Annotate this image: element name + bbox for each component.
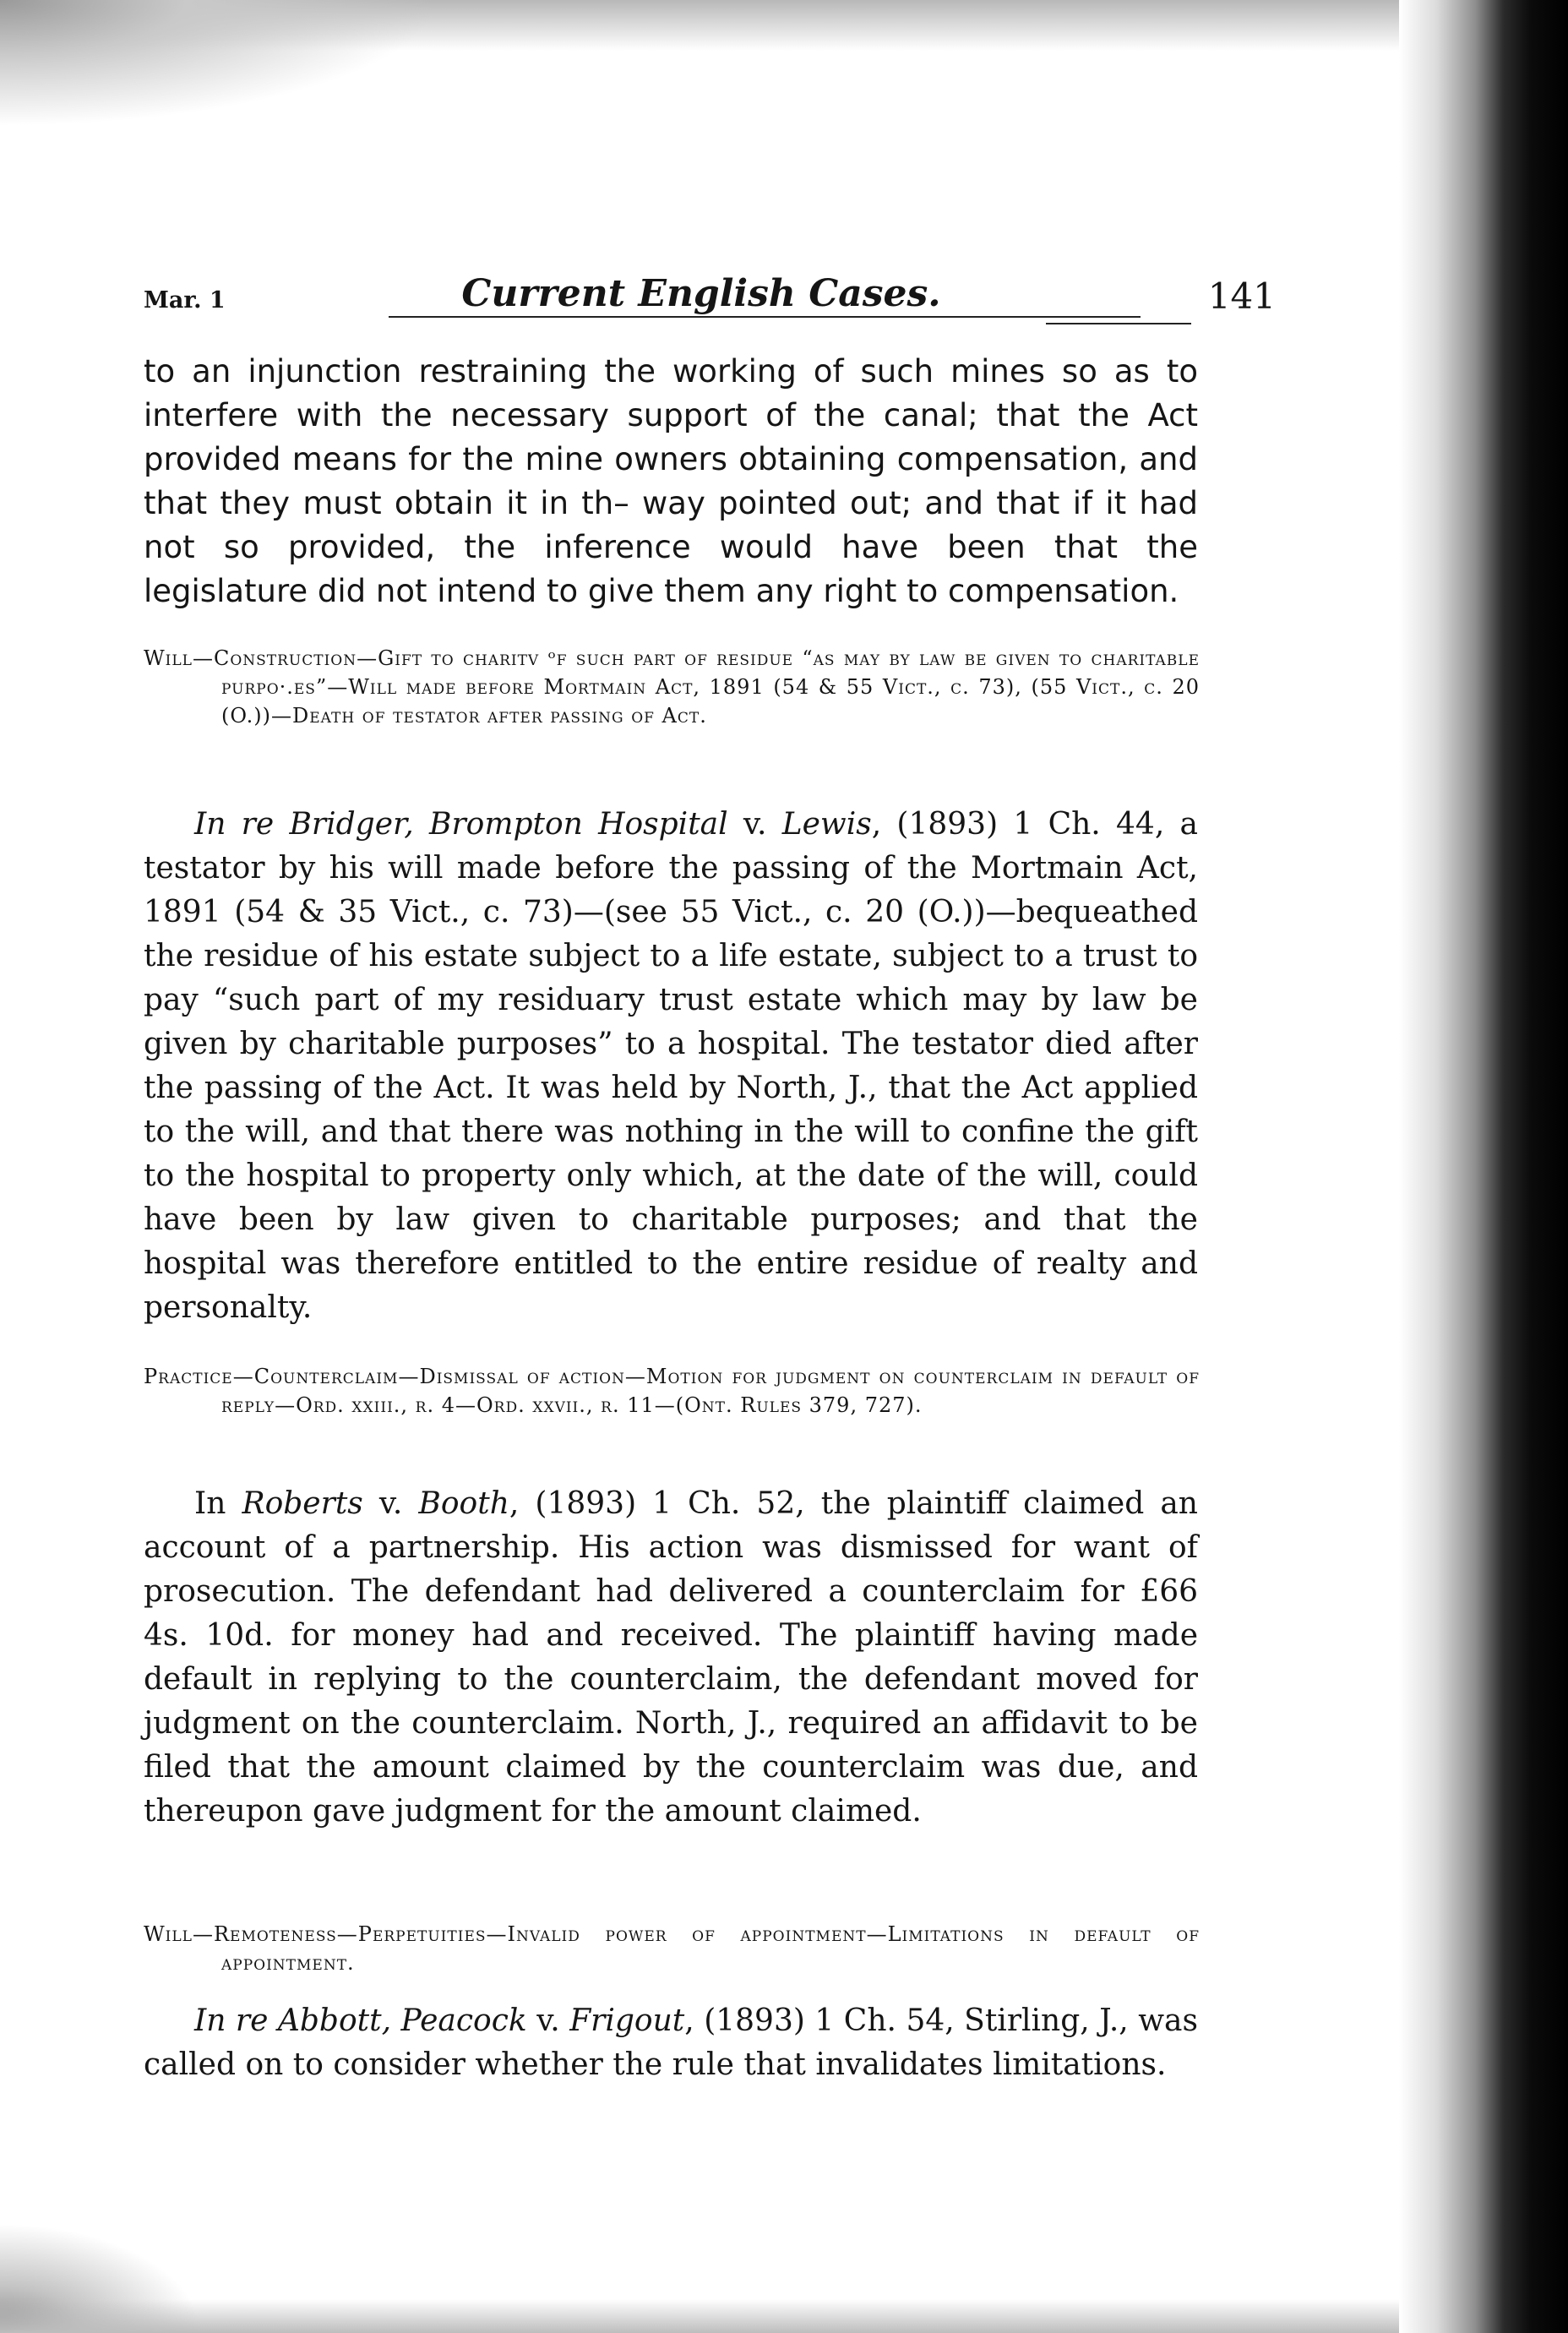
- headnote-will-construction: Will—Construction—Gift to charitv ᵒf such part of residue “as may by law be given to charitable purpo·.es”—Will made before Mortmain Act, 1891 (54 & 55 Vict., c. 73), (55 Vict., c. 20 (O.))—Death of testator after passing of Act.: [144, 646, 1200, 728]
- paragraph-continued: to an injunction restraining the working of such mines so as to interfere with the necessary support of the canal; that the Act provided means for the mine owners obtaining compensation, and that they must obtain it in th– way pointed out; and that if it had not so provided, the inference would have been that the legislature did not intend to give them any right to compensation.: [144, 353, 1198, 609]
- headnote-will-remoteness: Will—Remoteness—Perpetuities—Invalid power of appointment—Limitations in default of appointment.: [144, 1922, 1200, 1975]
- case-citation: In re Abbott, Peacock: [194, 2003, 527, 2038]
- running-head-date: Mar. 1: [144, 287, 226, 313]
- case-body: , (1893) 1 Ch. 54, Stirling, J., was called on to consider whether the rule that invalidates limitations.: [144, 2003, 1198, 2082]
- case-body: , (1893) 1 Ch. 44, a testator by his will made before the passing of the Mortmain Act, 1891 (54 & 35 Vict., c. 73)—(see 55 Vict., c. 20 (O.))—bequeathed the residue of his estate subject to a life estate, subject to a trust to pay “such part of my residuary trust estate which may by law be given by charitable purposes” to a hospital. The testator died after the passing of the Act. It was held by North, J., that the Act applied to the will, and that there was nothing in the will to confine the gift to the hospital to property only which, at the date of the will, could have been by law given to charitable purposes; and that the hospital was therefore entitled to the entire residue of realty and personalty.: [144, 807, 1198, 1325]
- headnote-practice-counterclaim: Practice—Counterclaim—Dismissal of action—Motion for judgment on counterclaim in default of reply—Ord. xxiii., r. 4—Ord. xxvii., r. 11—(Ont. Rules 379, 727).: [144, 1365, 1200, 1417]
- case-party-2: Booth: [418, 1486, 509, 1521]
- case-versus: v.: [727, 807, 782, 842]
- case-lead: In: [194, 1486, 242, 1521]
- running-head-title: Current English Cases.: [461, 272, 941, 315]
- header-rule: [389, 316, 1141, 318]
- paragraph-bridger-case: [144, 803, 1198, 1330]
- case-versus: v.: [526, 2003, 570, 2038]
- scan-top-left-stain: [0, 0, 439, 127]
- case-party-1: Roberts: [242, 1486, 363, 1521]
- folio-rule: [1046, 323, 1191, 324]
- case-party: Frigout: [569, 2003, 685, 2038]
- paragraph-abbott-case: [144, 1999, 1198, 2087]
- scan-bottom-shading: [0, 2299, 1436, 2333]
- case-body: , (1893) 1 Ch. 52, the plaintiff claimed an account of a partnership. His action was dismissed for want of prosecution. The defendant had delivered a counterclaim for £66 4s. 10d. for money had and received. The plaintiff having made default in replying to the counterclaim, the defendant moved for judgment on the counterclaim. North, J., required an affidavit to be filed that the amount claimed by the counterclaim was due, and thereupon gave judgment for the amount claimed.: [144, 1486, 1198, 1829]
- running-head: [144, 253, 1276, 321]
- page-number: 141: [1207, 275, 1276, 317]
- case-party: Lewis: [781, 807, 872, 842]
- case-versus: v.: [362, 1486, 419, 1521]
- paragraph-roberts-case: [144, 1482, 1198, 1834]
- page-binding-edge: [1399, 0, 1568, 2333]
- case-citation: In re Bridger, Brompton Hospital: [194, 807, 728, 842]
